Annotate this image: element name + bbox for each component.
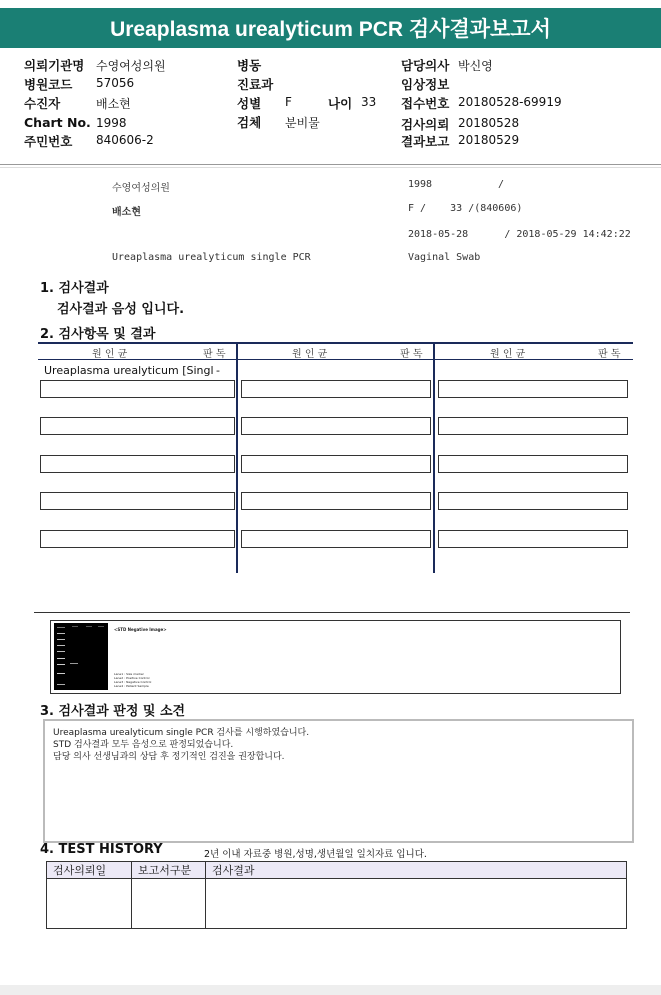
table-top-rule (38, 342, 633, 344)
section-1-result: 검사결과 음성 입니다. (57, 302, 185, 317)
mono-inst: 수영여성의원 (112, 183, 170, 194)
gel-legend-item: Lane1 : Size marker (114, 672, 144, 676)
report-label: 결과보고 (401, 134, 450, 149)
section-3-title: 3. 검사결과 판정 및 소견 (40, 704, 186, 719)
mono-sex-age: F / 33 /(840606) (408, 203, 523, 214)
col-divider-2 (433, 343, 435, 573)
specimen-value: 분비물 (285, 116, 320, 130)
gel-separator (34, 612, 630, 613)
sex-label: 성별 (237, 96, 262, 111)
result-cell (241, 455, 431, 473)
result-cell (40, 417, 235, 435)
age-label: 나이 (328, 96, 353, 111)
col-organism-1: 원 인 균 (92, 349, 128, 360)
opinion-line: 담당 의사 선생님과의 상담 후 정기적인 검진을 권장합니다. (53, 752, 285, 762)
opinion-text (53, 727, 309, 763)
section-1-title: 1. 검사결과 (40, 281, 109, 296)
gel-legend-item: Lane2 : Positive Control (114, 676, 150, 680)
result-cell (438, 380, 628, 398)
inst-label: 의뢰기관명 (24, 58, 85, 73)
row1-organism: Ureaplasma urealyticum [Singl (44, 364, 214, 377)
gel-legend-item: Lane3 : Negative Control (114, 680, 152, 684)
gel-legend-item: Lane4 : Patient Sample (114, 684, 149, 688)
result-cell (40, 530, 235, 548)
doctor-label: 담당의사 (401, 58, 450, 73)
result-cell (40, 455, 235, 473)
result-cell (438, 455, 628, 473)
history-cell (132, 879, 206, 929)
row1-result: - (216, 364, 220, 377)
id-value: 840606-2 (96, 133, 154, 147)
patient-label: 수진자 (24, 96, 61, 111)
request-value: 20180528 (458, 116, 520, 130)
history-header-row (47, 862, 627, 879)
result-cell (438, 492, 628, 510)
section-2-title: 2. 검사항목 및 결과 (40, 327, 156, 342)
col-divider-1 (236, 343, 238, 573)
section-4-note: 2년 이내 자료중 병원,성명,생년월일 일치자료 입니다. (204, 849, 427, 860)
col-organism-3: 원 인 균 (490, 349, 526, 360)
result-cell (241, 380, 431, 398)
report-title: Ureaplasma urealyticum PCR 검사결과보고서 (0, 8, 661, 48)
header-divider (0, 164, 661, 165)
history-table (46, 861, 627, 929)
result-cell (241, 492, 431, 510)
result-cell (241, 530, 431, 548)
doctor-value: 박신영 (458, 59, 493, 73)
history-col-result: 검사결과 (206, 862, 627, 879)
code-label: 병원코드 (24, 77, 73, 92)
inst-value: 수영여성의원 (96, 59, 166, 73)
mono-dates: 2018-05-28 / 2018-05-29 14:42:22 (408, 229, 631, 240)
history-empty-row (47, 879, 627, 929)
history-col-report-type: 보고서구분 (132, 862, 206, 879)
col-judgement-2: 판 독 (400, 349, 423, 360)
receipt-label: 접수번호 (401, 96, 450, 111)
mono-patient: 배소현 (112, 207, 141, 218)
opinion-line: Ureaplasma urealyticum single PCR 검사를 시행하였습니다. (53, 728, 310, 738)
footer-strip (0, 985, 661, 995)
chart-value: 1998 (96, 116, 127, 130)
chart-label: Chart No. (24, 115, 91, 130)
history-cell (206, 879, 627, 929)
mono-specimen: Vaginal Swab (408, 252, 481, 263)
mono-chart: 1998 (408, 179, 433, 190)
receipt-value: 20180528-69919 (458, 95, 562, 109)
report-value: 20180529 (458, 133, 520, 147)
section-4-title: 4. TEST HISTORY (40, 842, 163, 857)
col-organism-2: 원 인 균 (292, 349, 328, 360)
gel-legend (114, 672, 151, 688)
age-value: 33 (361, 95, 377, 109)
sex-value: F (285, 95, 292, 109)
history-cell (47, 879, 132, 929)
col-judgement-3: 판 독 (598, 349, 621, 360)
code-value: 57056 (96, 76, 135, 90)
result-cell (438, 417, 628, 435)
result-cell (438, 530, 628, 548)
header-divider-shadow (0, 167, 661, 168)
mono-test: Ureaplasma urealyticum single PCR (112, 252, 311, 263)
id-label: 주민번호 (24, 134, 73, 149)
clinical-label: 임상정보 (401, 77, 450, 92)
request-label: 검사의뢰 (401, 117, 450, 132)
result-cell (40, 380, 235, 398)
col-judgement-1: 판 독 (203, 349, 226, 360)
specimen-label: 검체 (237, 115, 262, 130)
history-col-request-date: 검사의뢰일 (47, 862, 132, 879)
result-cell (40, 492, 235, 510)
gel-caption: <STD Negative Image> (114, 627, 167, 632)
patient-value: 배소현 (96, 97, 131, 111)
mono-slash: / (498, 179, 505, 190)
ward-label: 병동 (237, 58, 262, 73)
opinion-box (43, 719, 634, 843)
opinion-line: STD 검사결과 모두 음성으로 판정되었습니다. (53, 740, 234, 750)
dept-label: 진료과 (237, 77, 274, 92)
gel-image (54, 623, 108, 690)
result-cell (241, 417, 431, 435)
